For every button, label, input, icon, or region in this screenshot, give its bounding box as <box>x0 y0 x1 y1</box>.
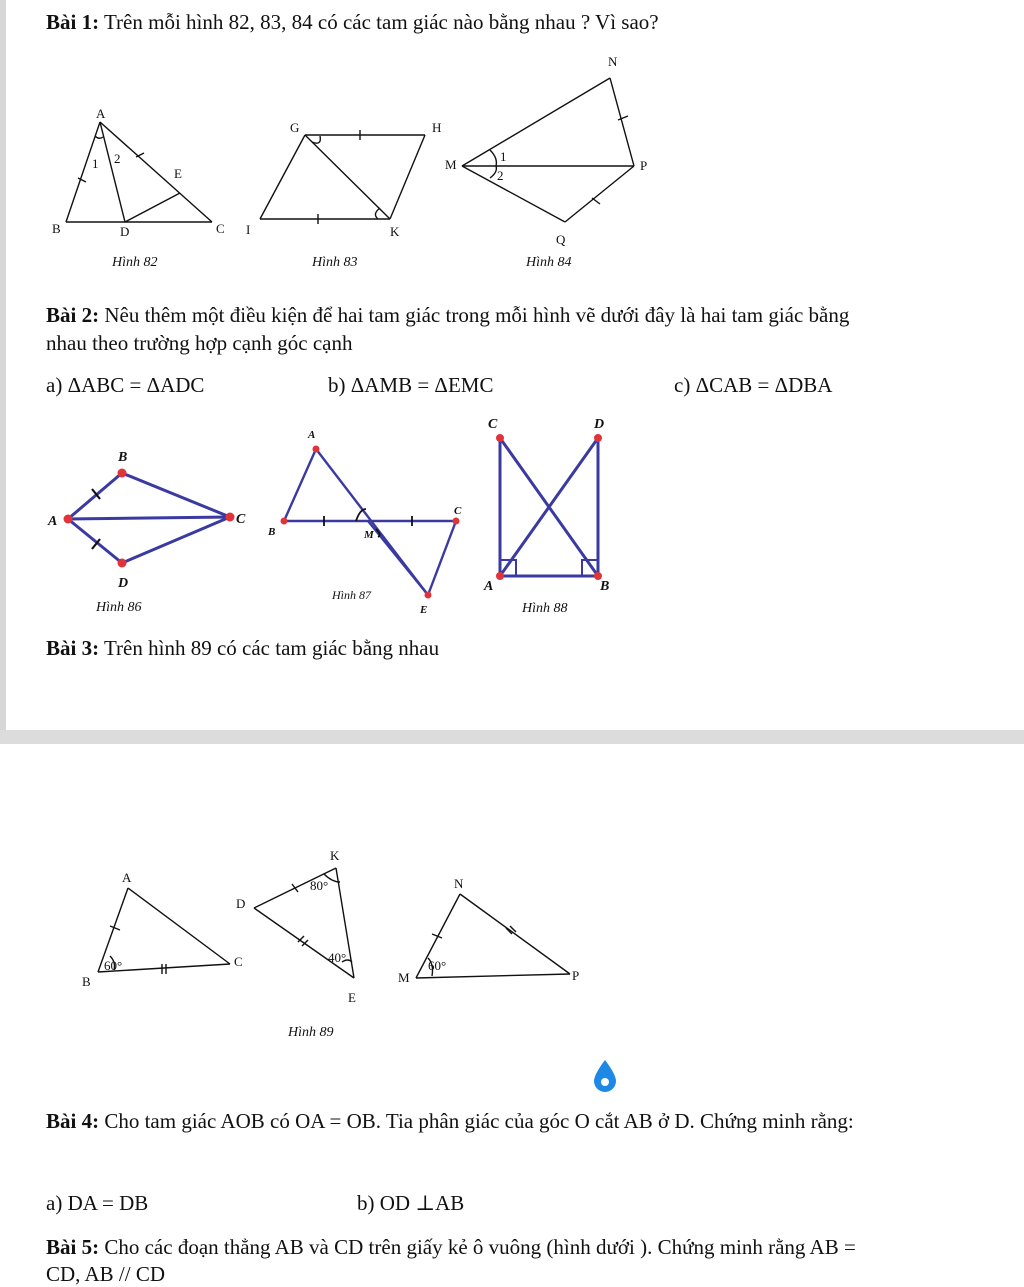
bai1-label: Bài 1: <box>46 10 100 34</box>
fig89-point-a: A <box>122 870 132 885</box>
drop-icon <box>592 1058 618 1094</box>
bai5-text-1: Cho các đoạn thẳng AB và CD trên giấy kẻ ô vuông (hình dưới ). Chứng minh rằng AB = <box>104 1235 856 1259</box>
fig89-point-p: P <box>572 968 580 983</box>
fig83-point-k: K <box>390 224 400 239</box>
left-border <box>0 0 6 730</box>
fig84-point-p: P <box>640 158 648 173</box>
bai2-text-2: nhau theo trường hợp cạnh góc cạnh <box>46 331 353 355</box>
fig89-point-d: D <box>236 896 246 911</box>
bai1-text: Trên mỗi hình 82, 83, 84 có các tam giác nào bằng nhau ? Vì sao? <box>103 10 659 34</box>
fig87-point-a: A <box>308 429 316 441</box>
fig86-point-b: B <box>118 450 128 465</box>
figure-87 <box>260 425 480 620</box>
bai4-text: Cho tam giác AOB có OA = OB. Tia phân giác của góc O cắt AB ở D. Chứng minh rằng: <box>104 1109 854 1133</box>
figure-82 <box>40 100 240 275</box>
bai4-label: Bài 4: <box>46 1109 100 1133</box>
bai3-heading <box>46 636 439 661</box>
fig84-point-n: N <box>608 54 618 69</box>
fig83-point-h: H <box>432 120 442 135</box>
fig89-point-e: E <box>348 990 356 1005</box>
bai2-label: Bài 2: <box>46 303 100 327</box>
figure-83 <box>240 112 470 272</box>
fig88-point-d: D <box>594 417 605 432</box>
fig83-point-i: I <box>246 222 251 237</box>
fig82-angle-2: 2 <box>114 151 121 166</box>
fig89-angle-40: 40° <box>328 950 347 965</box>
fig84-point-q: Q <box>556 232 566 247</box>
fig89-point-k: K <box>330 848 340 863</box>
fig87-point-b: B <box>268 526 276 538</box>
fig82-angle-1: 1 <box>92 156 99 171</box>
fig86-point-a: A <box>48 514 58 529</box>
fig89-caption: Hình 89 <box>288 1025 334 1040</box>
fig89-point-m: M <box>398 970 410 985</box>
fig89-point-c: C <box>234 954 243 969</box>
page-gap <box>0 730 1024 744</box>
fig88-caption: Hình 88 <box>522 601 568 616</box>
fig86-caption: Hình 86 <box>96 600 142 615</box>
fig88-point-b: B <box>600 579 610 594</box>
bai5-label: Bài 5: <box>46 1235 100 1259</box>
fig83-point-g: G <box>290 120 300 135</box>
fig84-angle-1: 1 <box>500 149 507 164</box>
fig82-point-e: E <box>174 166 182 181</box>
fig82-point-b: B <box>52 221 61 236</box>
fig84-caption: Hình 84 <box>526 255 572 270</box>
bai4-item-a: a) DA = DB <box>46 1191 149 1215</box>
figure-88 <box>470 410 630 620</box>
fig88-point-a: A <box>484 579 494 594</box>
bai2-line1 <box>46 303 849 328</box>
bai4-heading <box>46 1109 854 1134</box>
fig86-point-c: C <box>236 512 246 527</box>
fig89-point-n: N <box>454 876 464 891</box>
fig84-point-m: M <box>445 157 457 172</box>
fig82-point-d: D <box>120 224 130 239</box>
fig89-point-b: B <box>82 974 91 989</box>
fig88-point-c: C <box>488 417 498 432</box>
fig89-angle-60-b: 60° <box>428 958 447 973</box>
fig89-angle-60-a: 60° <box>104 958 123 973</box>
fig82-caption: Hình 82 <box>112 255 158 270</box>
fig87-caption: Hình 87 <box>332 588 371 602</box>
fig83-caption: Hình 83 <box>312 255 358 270</box>
bai2-item-c: c) ΔCAB = ΔDBA <box>674 373 833 397</box>
figure-84 <box>440 50 670 272</box>
bai1-heading <box>46 10 659 35</box>
bai2-item-a: a) ΔABC = ΔADC <box>46 373 205 397</box>
bai4-item-b: b) OD ⊥AB <box>357 1191 465 1215</box>
fig89-angle-80: 80° <box>310 878 329 893</box>
figure-86 <box>40 445 270 620</box>
fig84-angle-2: 2 <box>497 168 504 183</box>
fig87-point-m: M <box>364 529 374 541</box>
bai5-line1 <box>46 1235 856 1260</box>
bai5-text-2: CD, AB // CD <box>46 1262 166 1286</box>
fig87-point-c: C <box>454 505 462 517</box>
fig86-point-d: D <box>118 576 129 591</box>
bai3-label: Bài 3: <box>46 636 100 660</box>
fig82-point-a: A <box>96 106 106 121</box>
bai3-text: Trên hình 89 có các tam giác bằng nhau <box>103 636 440 660</box>
figure-89 <box>70 838 610 1048</box>
bai2-item-b: b) ΔAMB = ΔEMC <box>328 373 494 397</box>
bai2-text-1: Nêu thêm một điều kiện để hai tam giác trong mỗi hình vẽ dưới đây là hai tam giác bằng <box>104 303 850 327</box>
fig87-point-e: E <box>420 604 428 616</box>
fig82-point-c: C <box>216 221 225 236</box>
